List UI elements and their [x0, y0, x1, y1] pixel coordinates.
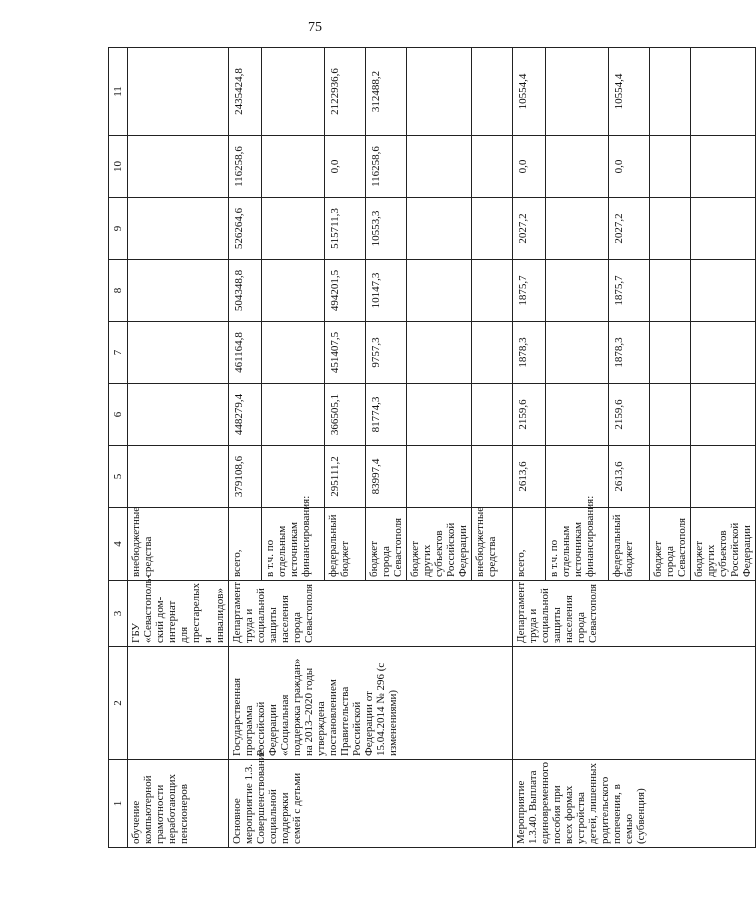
value-cell: 9757,3: [366, 322, 407, 384]
source-label: в т.ч. по отдельным источникам финансирования:: [262, 508, 325, 581]
source-label: внебюджетные средства: [128, 508, 229, 581]
value-cell: 83997,4: [366, 446, 407, 508]
col-header-9: 9: [109, 198, 128, 260]
source-label: в т.ч. по отдельным источникам финансирования:: [546, 508, 609, 581]
program-basis: Государственная программа Российской Федерации «Социальная поддержка граждан» на 2013–2020 годы утверждена постановлением Правительства Российской Федерации от 15.04.2014 № 296 (с изменениями): [229, 647, 513, 760]
table-row: [513, 48, 546, 848]
value-cell: 461164,8: [229, 322, 262, 384]
source-label: внебюджетные средства: [472, 508, 513, 581]
source-label: бюджет города Севастополя: [650, 508, 691, 581]
col-header-1: 1: [109, 760, 128, 848]
col-header-10: 10: [109, 136, 128, 198]
column-number-row: [109, 48, 128, 848]
financing-table: [108, 47, 756, 848]
value-cell: 0,0: [325, 136, 366, 198]
col-header-4: 4: [109, 508, 128, 581]
value-cell: 448279,4: [229, 384, 262, 446]
value-cell: 10147,3: [366, 260, 407, 322]
value-cell: 2027,2: [609, 198, 650, 260]
executor: ГБУ «Севастополь-ский дом-интернат для престарелых и инвалидов»: [128, 581, 229, 647]
executor: Департамент труда и социальной защиты населения города Севастополя: [513, 581, 756, 647]
value-cell: 494201,5: [325, 260, 366, 322]
value-cell: 0,0: [609, 136, 650, 198]
value-cell: 526264,6: [229, 198, 262, 260]
value-cell: 312488,2: [366, 48, 407, 136]
value-cell: 10554,4: [513, 48, 546, 136]
value-cell: 2613,6: [513, 446, 546, 508]
value-cell: 1875,7: [513, 260, 546, 322]
executor: Департамент труда и социальной защиты населения города Севастополя: [229, 581, 513, 647]
source-label: бюджет других субъектов Российской Федерации: [407, 508, 472, 581]
source-label: федеральный бюджет: [325, 508, 366, 581]
source-label: бюджет других субъектов Российской Федерации: [691, 508, 756, 581]
source-label: бюджет города Севастополя: [366, 508, 407, 581]
value-cell: 10554,4: [609, 48, 650, 136]
value-cell: 366505,1: [325, 384, 366, 446]
value-cell: 1878,3: [513, 322, 546, 384]
value-cell: 2122936,6: [325, 48, 366, 136]
col-header-6: 6: [109, 384, 128, 446]
value-cell: 2613,6: [609, 446, 650, 508]
measure-name: Мероприятие 1.3.40. Выплата единовременного пособия при всех формах устройства детей, лишенных родительского попечения, в семью (субвенция): [513, 760, 756, 848]
col-header-2: 2: [109, 647, 128, 760]
value-cell: 1878,3: [609, 322, 650, 384]
table-row: [229, 48, 262, 848]
value-cell: 2027,2: [513, 198, 546, 260]
program-basis: [513, 647, 756, 760]
source-label: всего,: [229, 508, 262, 581]
value-cell: 295111,2: [325, 446, 366, 508]
value-cell: 116258,6: [229, 136, 262, 198]
col-header-7: 7: [109, 322, 128, 384]
program-basis: [128, 647, 229, 760]
rotated-table-wrapper: [108, 48, 753, 848]
value-cell: 10553,3: [366, 198, 407, 260]
source-label: всего,: [513, 508, 546, 581]
col-header-5: 5: [109, 446, 128, 508]
value-cell: 2159,6: [513, 384, 546, 446]
value-cell: 2159,6: [609, 384, 650, 446]
source-label: федеральный бюджет: [609, 508, 650, 581]
page-number: 75: [308, 20, 322, 35]
col-header-11: 11: [109, 48, 128, 136]
value-cell: 451407,5: [325, 322, 366, 384]
measure-name: Основное мероприятие 1.3. Совершенствование социальной поддержки семей с детьми: [229, 760, 513, 848]
value-cell: 116258,6: [366, 136, 407, 198]
measure-name: обучение компьютерной грамотности неработающих пенсионеров: [128, 760, 229, 848]
col-header-8: 8: [109, 260, 128, 322]
value-cell: 515711,3: [325, 198, 366, 260]
value-cell: 504348,8: [229, 260, 262, 322]
value-cell: 379108,6: [229, 446, 262, 508]
col-header-3: 3: [109, 581, 128, 647]
value-cell: 1875,7: [609, 260, 650, 322]
value-cell: 0,0: [513, 136, 546, 198]
table-row: [128, 48, 229, 848]
value-cell: 2435424,8: [229, 48, 262, 136]
value-cell: 81774,3: [366, 384, 407, 446]
